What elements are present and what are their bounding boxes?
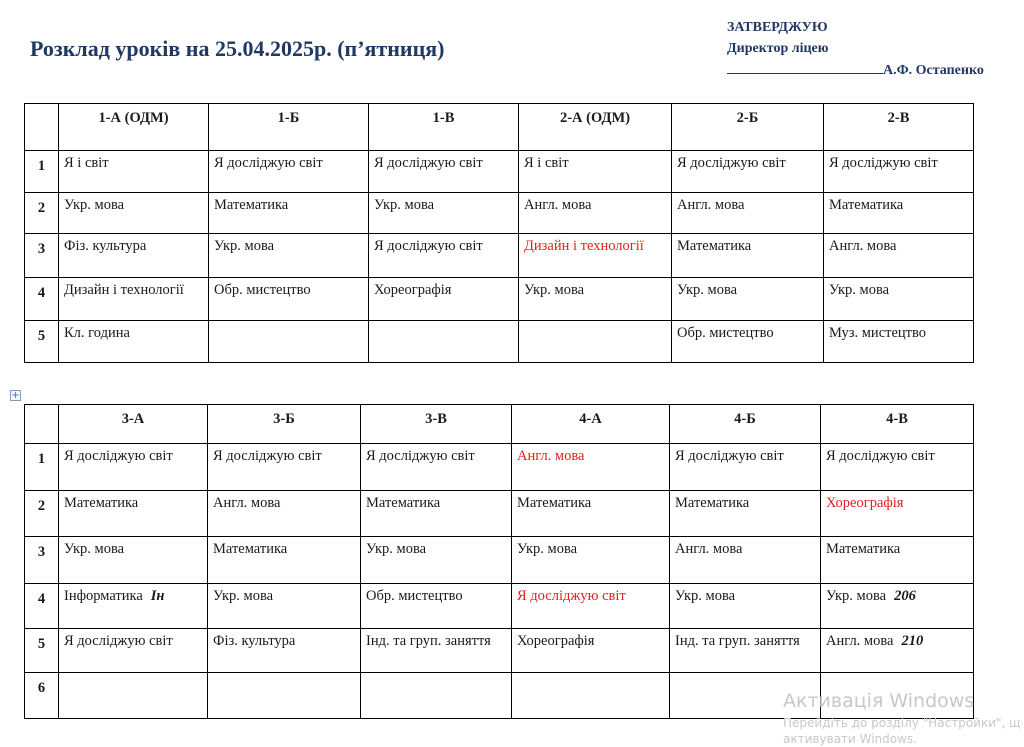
lesson-row [25, 151, 974, 193]
subject-text: Укр. мова [517, 541, 578, 557]
lesson-cell [208, 673, 361, 719]
lesson-cell [209, 234, 369, 278]
lesson-row [25, 193, 974, 234]
subject-text: Укр. мова [524, 282, 585, 298]
table-move-handle[interactable]: + [11, 390, 20, 401]
header-row [25, 405, 974, 444]
subject-text: Математика [675, 495, 750, 511]
lesson-number: 3 [25, 537, 59, 584]
lesson-cell [824, 321, 974, 363]
subject-text: Англ. мова [675, 541, 743, 557]
lesson-cell [59, 491, 208, 537]
lesson-cell [821, 444, 974, 491]
lesson-cell [824, 193, 974, 234]
lesson-cell [209, 151, 369, 193]
lesson-cell [361, 444, 512, 491]
room-number: 210 [901, 633, 924, 649]
lesson-cell [670, 537, 821, 584]
lesson-cell [824, 234, 974, 278]
subject-text: Я досліджую світ [366, 448, 475, 464]
subject-text: Укр. мова [64, 197, 125, 213]
lesson-cell [824, 278, 974, 321]
subject-text: Дизайн і технології [524, 238, 644, 254]
schedule-table-1 [24, 103, 974, 363]
watermark-text: Перейдіть до розділу "Настройки", щ [783, 716, 1021, 730]
lesson-number: 3 [25, 234, 59, 278]
lesson-cell [821, 537, 974, 584]
lesson-cell [672, 278, 824, 321]
lesson-number: 1 [25, 151, 59, 193]
subject-text: Я досліджую світ [675, 448, 784, 464]
lesson-cell [670, 629, 821, 673]
class-header: 3-В [361, 405, 512, 444]
class-header: 4-А [512, 405, 670, 444]
lesson-cell [59, 321, 209, 363]
lesson-cell [59, 584, 208, 629]
room-number: 206 [894, 588, 916, 604]
lesson-number: 6 [25, 673, 59, 719]
lesson-cell [670, 491, 821, 537]
subject-text: Я досліджую світ [64, 633, 173, 649]
lesson-cell [59, 629, 208, 673]
lesson-cell [59, 234, 209, 278]
lesson-row [25, 234, 974, 278]
lesson-cell [369, 151, 519, 193]
subject-text: Я і світ [524, 155, 569, 171]
subject-text: Укр. мова [64, 541, 125, 557]
windows-activation-watermark [783, 690, 1020, 746]
lesson-cell [519, 234, 672, 278]
class-header: 3-Б [208, 405, 361, 444]
subject-text: Математика [214, 197, 289, 213]
lesson-cell [209, 321, 369, 363]
subject-text: Укр. мова [366, 541, 427, 557]
page-title: Розклад уроків на 25.04.2025р. (п’ятниця) [30, 36, 445, 61]
lesson-cell [369, 278, 519, 321]
subject-text: Укр. мова [826, 588, 887, 604]
subject-text: Укр. мова [213, 588, 274, 604]
subject-text: Інд. та груп. заняття [675, 633, 800, 649]
subject-text: Хореографія [826, 495, 904, 511]
lesson-cell [369, 193, 519, 234]
subject-text: Я і світ [64, 155, 109, 171]
lesson-cell [59, 278, 209, 321]
approval-block [727, 17, 984, 81]
class-header: 2-Б [672, 104, 824, 151]
lesson-cell [821, 491, 974, 537]
lesson-cell [209, 278, 369, 321]
subject-text: Математика [829, 197, 904, 213]
subject-text: Математика [213, 541, 288, 557]
lesson-row [25, 584, 974, 629]
class-header: 4-В [821, 405, 974, 444]
subject-text: Англ. мова [517, 448, 585, 464]
lesson-row [25, 537, 974, 584]
room-number: Ін [150, 588, 165, 604]
lesson-number: 2 [25, 193, 59, 234]
lesson-cell [519, 321, 672, 363]
class-header: 3-А [59, 405, 208, 444]
corner-cell [25, 405, 59, 444]
lesson-cell [512, 491, 670, 537]
lesson-row [25, 444, 974, 491]
lesson-row [25, 491, 974, 537]
lesson-cell [672, 151, 824, 193]
subject-text: Я досліджую світ [677, 155, 786, 171]
subject-text: Укр. мова [829, 282, 890, 298]
subject-text: Укр. мова [374, 197, 435, 213]
schedule-table-2 [24, 404, 974, 719]
lesson-row [25, 321, 974, 363]
subject-text: Я досліджую світ [213, 448, 322, 464]
lesson-row [25, 629, 974, 673]
subject-text: Інд. та груп. заняття [366, 633, 491, 649]
subject-text: Англ. мова [826, 633, 894, 649]
class-header: 1-А (ОДМ) [59, 104, 209, 151]
lesson-cell [208, 444, 361, 491]
lesson-cell [361, 584, 512, 629]
class-header: 2-В [824, 104, 974, 151]
lesson-cell [512, 673, 670, 719]
subject-text: Я досліджую світ [826, 448, 935, 464]
subject-text: Обр. мистецтво [214, 282, 311, 298]
subject-text: Я досліджую світ [214, 155, 323, 171]
lesson-cell [512, 584, 670, 629]
approve-name: А.Ф. Остапенко [883, 63, 984, 78]
approve-label: ЗАТВЕРДЖУЮ [727, 20, 828, 35]
lesson-number: 4 [25, 584, 59, 629]
lesson-row [25, 278, 974, 321]
subject-text: Англ. мова [524, 197, 592, 213]
lesson-cell [59, 537, 208, 584]
subject-text: Кл. година [64, 325, 130, 341]
lesson-cell [209, 193, 369, 234]
lesson-cell [512, 629, 670, 673]
subject-text: Фіз. культура [64, 238, 147, 254]
subject-text: Хореографія [374, 282, 452, 298]
lesson-cell [672, 234, 824, 278]
lesson-cell [361, 491, 512, 537]
watermark-title: Активація Windows [783, 690, 975, 712]
lesson-cell [208, 584, 361, 629]
subject-text: Я досліджую світ [374, 238, 483, 254]
subject-text: Математика [826, 541, 901, 557]
lesson-cell [208, 629, 361, 673]
lesson-cell [672, 193, 824, 234]
subject-text: Фіз. культура [213, 633, 296, 649]
lesson-number: 1 [25, 444, 59, 491]
subject-text: Англ. мова [677, 197, 745, 213]
class-header: 2-А (ОДМ) [519, 104, 672, 151]
subject-text: Я досліджую світ [374, 155, 483, 171]
lesson-number: 5 [25, 629, 59, 673]
lesson-cell [361, 673, 512, 719]
lesson-cell [512, 444, 670, 491]
subject-text: Укр. мова [675, 588, 736, 604]
lesson-cell [208, 537, 361, 584]
lesson-cell [59, 193, 209, 234]
subject-text: Математика [517, 495, 592, 511]
subject-text: Англ. мова [213, 495, 281, 511]
lesson-cell [59, 444, 208, 491]
lesson-cell [512, 537, 670, 584]
lesson-cell [59, 673, 208, 719]
lesson-cell [824, 151, 974, 193]
lesson-number: 2 [25, 491, 59, 537]
class-header: 1-В [369, 104, 519, 151]
lesson-cell [361, 629, 512, 673]
subject-text: Укр. мова [677, 282, 738, 298]
watermark-text-2: активувати Windows. [783, 732, 917, 746]
subject-text: Я досліджую світ [64, 448, 173, 464]
approve-signature [727, 59, 984, 81]
subject-text: Укр. мова [214, 238, 275, 254]
subject-text: Хореографія [517, 633, 595, 649]
lesson-cell [59, 151, 209, 193]
approve-position: Директор ліцею [727, 41, 829, 56]
subject-text: Обр. мистецтво [366, 588, 463, 604]
lesson-cell [519, 193, 672, 234]
subject-text: Математика [64, 495, 139, 511]
corner-cell [25, 104, 59, 151]
subject-text: Інформатика [64, 588, 143, 604]
lesson-cell [519, 151, 672, 193]
subject-text: Муз. мистецтво [829, 325, 926, 341]
lesson-cell [672, 321, 824, 363]
lesson-cell [821, 629, 974, 673]
lesson-cell [208, 491, 361, 537]
class-header: 4-Б [670, 405, 821, 444]
subject-text: Я досліджую світ [829, 155, 938, 171]
subject-text: Математика [677, 238, 752, 254]
subject-text: Дизайн і технології [64, 282, 184, 298]
subject-text: Математика [366, 495, 441, 511]
class-header: 1-Б [209, 104, 369, 151]
subject-text: Обр. мистецтво [677, 325, 774, 341]
lesson-cell [519, 278, 672, 321]
lesson-number: 4 [25, 278, 59, 321]
lesson-cell [670, 584, 821, 629]
header-row [25, 104, 974, 151]
lesson-cell [369, 321, 519, 363]
lesson-cell [361, 537, 512, 584]
signature-line [727, 59, 883, 74]
subject-text: Англ. мова [829, 238, 897, 254]
lesson-cell [369, 234, 519, 278]
subject-text: Я досліджую світ [517, 588, 626, 604]
lesson-number: 5 [25, 321, 59, 363]
lesson-cell [821, 584, 974, 629]
lesson-cell [670, 444, 821, 491]
